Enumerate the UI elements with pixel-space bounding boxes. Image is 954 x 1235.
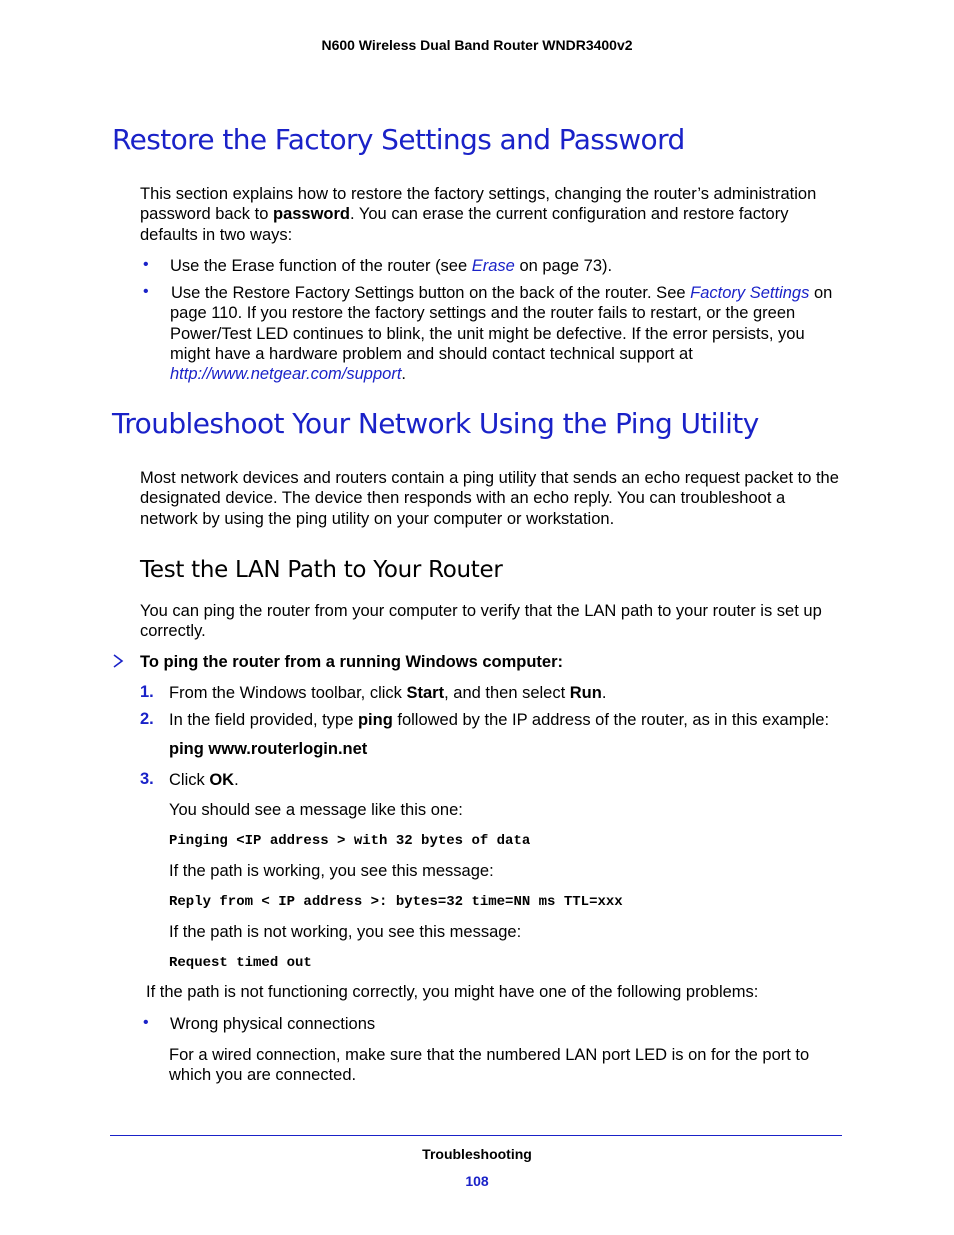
step-number: 2.: [140, 710, 154, 728]
erase-link[interactable]: Erase: [471, 257, 515, 275]
step-text-3: .: [601, 684, 607, 702]
intro-text-2: . You can erase the current configuration and restore factory defaults in two ways:: [140, 205, 789, 244]
section2-intro: Most network devices and routers contain a ping utility that sends an echo request packet to the designated device. The device then responds with an echo reply. You can troubleshoot a network by using the ping utility on your computer or workstation.: [140, 469, 839, 528]
support-url-link[interactable]: http://www.netgear.com/support: [170, 365, 402, 384]
step-1: [169, 683, 606, 703]
step-number: 1.: [140, 683, 154, 701]
bullet-text: Use the Erase function of the router (see: [170, 257, 472, 275]
code-timeout: Request timed out: [169, 955, 312, 971]
step-text: Click: [169, 771, 210, 789]
page-number: 108: [465, 1173, 489, 1189]
procedure-title: To ping the router from a running Windows computer:: [140, 653, 564, 671]
step-bold-ping: ping: [357, 711, 393, 729]
problem-item: Wrong physical connections: [170, 1015, 376, 1033]
step-2: [169, 710, 829, 730]
procedure-arrow-icon: [112, 654, 124, 673]
step-bold-start: Start: [406, 684, 445, 702]
intro-bold: password: [272, 205, 351, 224]
bullet-icon: •: [143, 1014, 149, 1031]
step-number: 3.: [140, 770, 154, 788]
step-text-2: followed by the IP address of the router, as in this example:: [392, 711, 830, 729]
footer-section: Troubleshooting: [422, 1146, 532, 1162]
step-text: In the field provided, type: [169, 711, 358, 729]
running-header: N600 Wireless Dual Band Router WNDR3400v2: [321, 37, 633, 53]
bullet-item-restore: [170, 283, 842, 384]
problems-intro: If the path is not functioning correctly, you might have one of the following problems:: [146, 983, 759, 1001]
step-bold-ok: OK: [209, 771, 235, 789]
bullet-icon: •: [143, 283, 149, 300]
footer-divider: [110, 1135, 842, 1136]
factory-settings-link[interactable]: Factory Settings: [690, 284, 810, 302]
problem-detail: For a wired connection, make sure that the numbered LAN port LED is on for the port to which you are connected.: [169, 1046, 810, 1085]
message-intro-2: If the path is working, you see this message:: [169, 862, 494, 880]
bullet-item-erase: [170, 256, 850, 276]
subsection-title-lan: Test the LAN Path to Your Router: [140, 557, 503, 583]
intro-text: This section explains how to restore the factory settings, changing the router’s administration password back to: [140, 185, 817, 224]
section-title-ping: Troubleshoot Your Network Using the Ping Utility: [112, 407, 759, 440]
section3-intro: You can ping the router from your computer to verify that the LAN path to your router is set up correctly.: [140, 602, 822, 641]
code-pinging: Pinging <IP address > with 32 bytes of data: [169, 833, 531, 849]
bullet-text-3: .: [401, 365, 407, 384]
bullet-text: Use the Restore Factory Settings button on the back of the router. See: [171, 284, 691, 302]
bullet-text-2: on page 73).: [514, 257, 613, 275]
step-text: From the Windows toolbar, click: [169, 684, 407, 702]
ping-example: ping www.routerlogin.net: [169, 740, 368, 758]
step-text-2: , and then select: [444, 684, 570, 702]
bullet-text-2: on page 110. If you restore the factory settings and the router fails to restart, or the green Power/Test LED continues to blink, the unit might be defective. If the error persists, you might have a hardware problem and should contact technical support at: [170, 284, 833, 363]
code-reply: Reply from < IP address >: bytes=32 time=NN ms TTL=xxx: [169, 894, 623, 910]
step-3: [169, 770, 239, 790]
message-intro-3: If the path is not working, you see this message:: [169, 923, 522, 941]
message-intro-1: You should see a message like this one:: [169, 801, 463, 819]
step-bold-run: Run: [569, 684, 602, 702]
bullet-icon: •: [143, 256, 149, 273]
step-text-2: .: [234, 771, 239, 789]
section-title-restore: Restore the Factory Settings and Password: [112, 123, 685, 156]
section1-intro: [140, 184, 840, 245]
